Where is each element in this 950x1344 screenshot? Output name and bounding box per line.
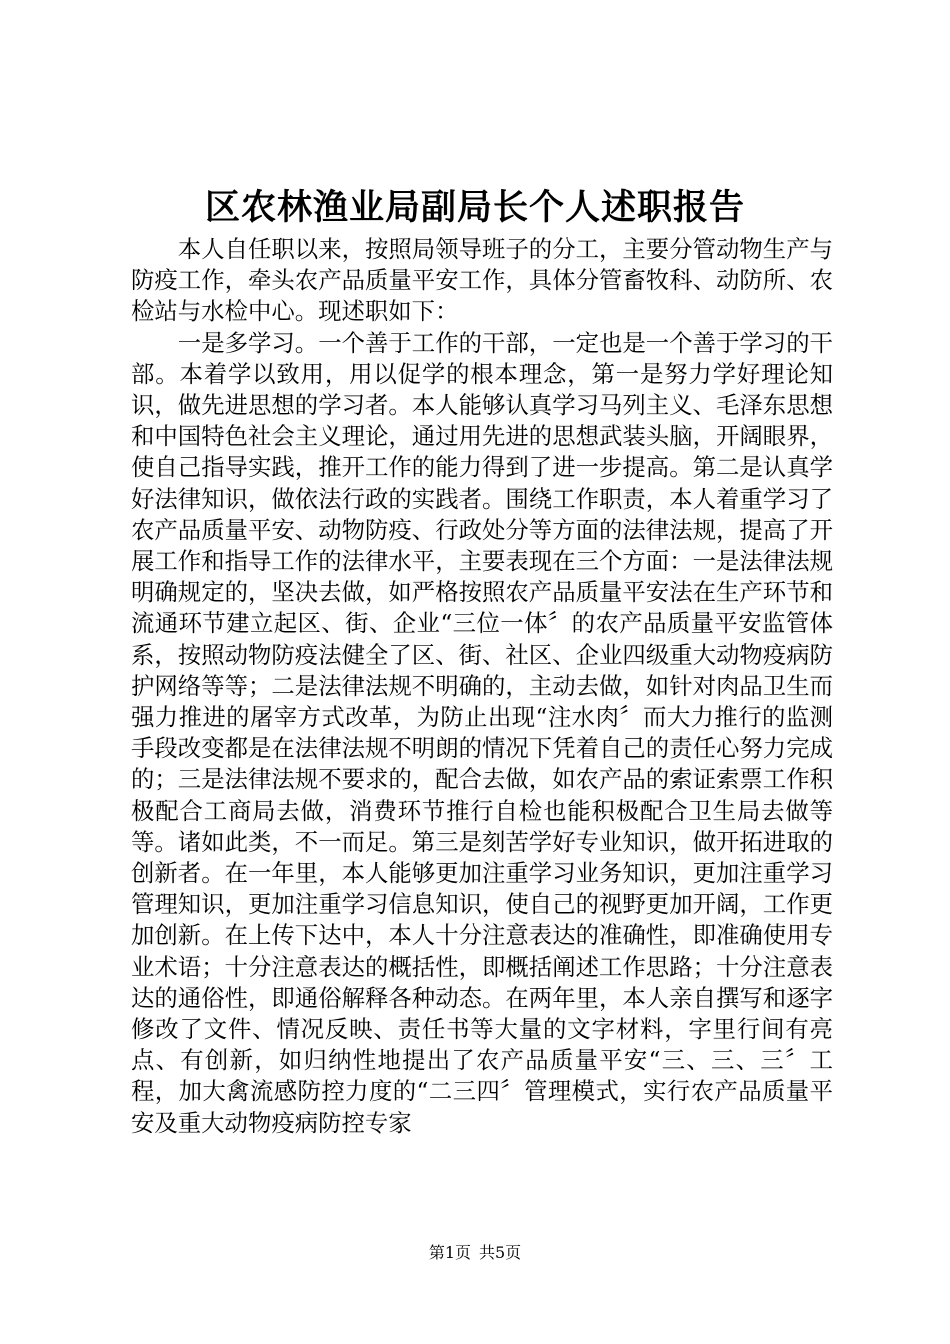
page-total: 共5页 [479,1243,522,1262]
learning-paragraph: 一是多学习。一个善于工作的干部，一定也是一个善于学习的干部。本着学以致用，用以促学的根本理念，第一是努力学好理论知识，做先进思想的学习者。本人能够认真学习马列主义、毛泽东思想和中国特色社会主义理论，通过用先进的思想武装头脑，开阔眼界，使自己指导实践，推开工作的能力得到了进一步提高。第二是认真学好法律知识，做依法行政的实践者。围绕工作职责，本人着重学习了农产品质量平安、动物防疫、行政处分等方面的法律法规，提高了开展工作和指导工作的法律水平，主要表现在三个方面：一是法律法规明确规定的，坚决去做，如严格按照农产品质量平安法在生产环节和流通环节建立起区、街、企业“三位一体〞的农产品质量平安监管体系，按照动物防疫法健全了区、街、社区、企业四级重大动物疫病防护网络等等；二是法律法规不明确的，主动去做，如针对肉品卫生而强力推进的屠宰方式改革，为防止出现“注水肉〞而大力推行的监测手段改变都是在法律法规不明朗的情况下凭着自己的责任心努力完成的；三是法律法规不要求的，配合去做，如农产品的索证索票工作积极配合工商局去做，消费环节推行自检也能积极配合卫生局去做等等。诸如此类，不一而足。第三是刻苦学好专业知识，做开拓进取的创新者。在一年里，本人能够更加注重学习业务知识，更加注重学习管理知识，更加注重学习信息知识，使自己的视野更加开阔，工作更加创新。在上传下达中，本人十分注意表达的准确性，即准确使用专业术语；十分注意表达的概括性，即概括阐述工作思路；十分注意表达的通俗性，即通俗解释各种动态。在两年里，本人亲自撰写和逐字修改了文件、情况反映、责任书等大量的文字材料，字里行间有亮点、有创新，如归纳性地提出了农产品质量平安“三、三、三〞工程，加大禽流感防控力度的“二三四〞管理模式，实行农产品质量平安及重大动物疫病防控专家 [131,328,833,1137]
page-footer [0,1243,950,1263]
document-title: 区农林渔业局副局长个人述职报告 [204,187,745,228]
page-number: 第1页 [428,1243,471,1262]
document-body [131,234,833,1139]
intro-paragraph: 本人自任职以来，按照局领导班子的分工，主要分管动物生产与防疫工作，牵头农产品质量平安工作，具体分管畜牧科、动防所、农检站与水检中心。现述职如下： [131,235,833,326]
